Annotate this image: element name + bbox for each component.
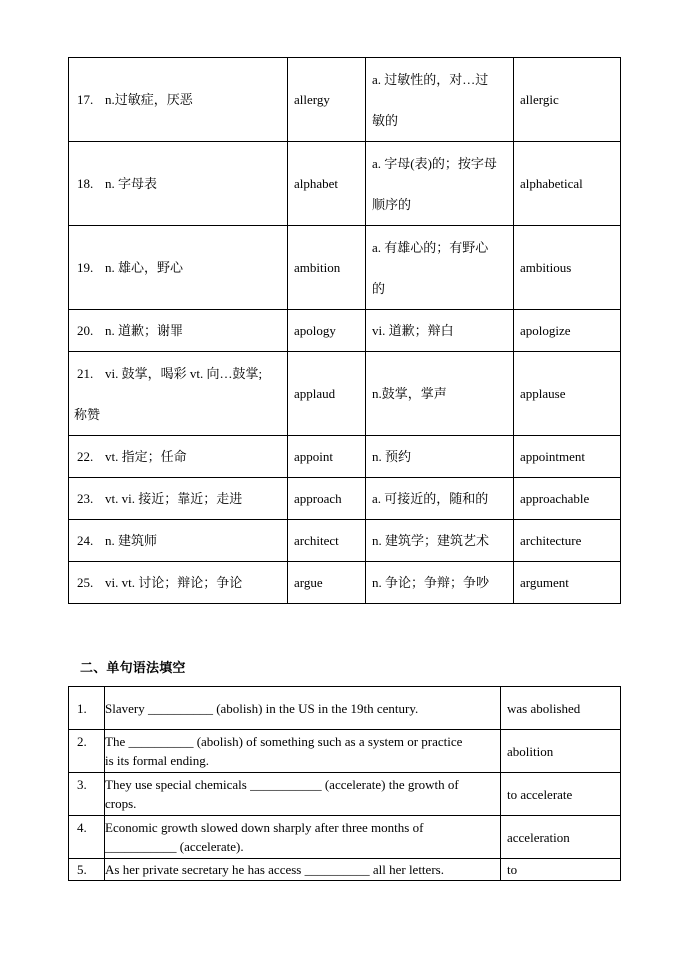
question-line: The __________ (abolish) of something such as a system or practice bbox=[105, 734, 463, 749]
derived-word-cell: argument bbox=[514, 562, 621, 604]
part-of-speech: n. bbox=[105, 175, 115, 191]
word-cell: applaud bbox=[288, 352, 366, 436]
table-row bbox=[69, 58, 621, 142]
part-of-speech: vt. bbox=[105, 448, 119, 464]
question-text bbox=[105, 730, 501, 773]
derived-meaning-cell bbox=[366, 58, 514, 142]
meaning-text: 过敏症，厌恶 bbox=[114, 91, 193, 107]
word-cell: argue bbox=[288, 562, 366, 604]
word-cell: architect bbox=[288, 520, 366, 562]
derived-meaning-cell: vi. 道歉；辩白 bbox=[366, 310, 514, 352]
question-line: is its formal ending. bbox=[105, 753, 209, 768]
derived-meaning-line: 敏的 bbox=[372, 112, 399, 128]
derived-meaning-cell: a. 可接近的，随和的 bbox=[366, 478, 514, 520]
meaning-cell bbox=[69, 352, 288, 436]
derived-meaning-line: a. 字母(表)的；按字母 bbox=[372, 155, 497, 171]
answer-cell: was abolished bbox=[501, 687, 621, 730]
derived-word-cell: approachable bbox=[514, 478, 621, 520]
answer-cell: acceleration bbox=[501, 816, 621, 859]
table-row bbox=[69, 859, 621, 881]
question-text bbox=[105, 816, 501, 859]
table-row bbox=[69, 773, 621, 816]
meaning-text: 鼓掌，喝彩 vt. 向…鼓掌; bbox=[121, 365, 263, 381]
table-row bbox=[69, 816, 621, 859]
question-number: 5. bbox=[69, 859, 105, 881]
question-line: ___________ (accelerate). bbox=[105, 839, 244, 854]
question-number: 2. bbox=[69, 730, 105, 773]
derived-meaning-cell bbox=[366, 226, 514, 310]
derived-meaning-cell: n. 预约 bbox=[366, 436, 514, 478]
question-text bbox=[105, 859, 501, 881]
table-row bbox=[69, 352, 621, 436]
part-of-speech: vi. vt. bbox=[105, 574, 135, 590]
derived-word-cell: ambitious bbox=[514, 226, 621, 310]
part-of-speech: vt. vi. bbox=[105, 490, 135, 506]
meaning-cell bbox=[69, 310, 288, 352]
table-row bbox=[69, 142, 621, 226]
meaning-cell bbox=[69, 562, 288, 604]
part-of-speech: n. bbox=[105, 259, 115, 275]
answer-cell: to accelerate bbox=[501, 773, 621, 816]
derived-word-cell: apologize bbox=[514, 310, 621, 352]
meaning-cell bbox=[69, 58, 288, 142]
item-number: 25. bbox=[77, 574, 94, 590]
part-of-speech: n. bbox=[105, 532, 115, 548]
word-cell: allergy bbox=[288, 58, 366, 142]
meaning-cell bbox=[69, 436, 288, 478]
question-text bbox=[105, 773, 501, 816]
derived-word-cell: allergic bbox=[514, 58, 621, 142]
part-of-speech: vi. bbox=[105, 365, 119, 381]
part-of-speech: n. bbox=[105, 91, 115, 107]
question-line: crops. bbox=[105, 796, 137, 811]
derived-meaning-cell bbox=[366, 142, 514, 226]
table-row bbox=[69, 687, 621, 730]
item-number: 18. bbox=[77, 175, 94, 191]
meaning-text: 讨论；辩论；争论 bbox=[138, 574, 243, 590]
word-cell: alphabet bbox=[288, 142, 366, 226]
item-number: 20. bbox=[77, 322, 94, 338]
question-line: Slavery __________ (abolish) in the US in the 19th century. bbox=[105, 700, 419, 716]
question-number: 1. bbox=[69, 687, 105, 730]
table-row bbox=[69, 478, 621, 520]
question-line: As her private secretary he has access __________ all her letters. bbox=[105, 862, 444, 877]
answer-cell: to bbox=[501, 859, 621, 881]
meaning-text-line2: 称赞 bbox=[74, 406, 101, 422]
question-text bbox=[105, 687, 501, 730]
question-number: 4. bbox=[69, 816, 105, 859]
part-of-speech: n. bbox=[105, 322, 115, 338]
meaning-text: 雄心，野心 bbox=[118, 259, 184, 275]
meaning-cell bbox=[69, 142, 288, 226]
meaning-text: 建筑师 bbox=[118, 532, 158, 548]
derived-meaning-cell: n. 争论；争辩；争吵 bbox=[366, 562, 514, 604]
meaning-text: 接近；靠近；走进 bbox=[138, 490, 243, 506]
item-number: 24. bbox=[77, 532, 94, 548]
question-line: They use special chemicals ___________ (accelerate) the growth of bbox=[105, 777, 459, 792]
table-row bbox=[69, 226, 621, 310]
answer-cell: abolition bbox=[501, 730, 621, 773]
derived-meaning-line: 的 bbox=[372, 280, 386, 296]
derived-meaning-cell: n.鼓掌，掌声 bbox=[366, 352, 514, 436]
item-number: 23. bbox=[77, 490, 94, 506]
grammar-fill-table bbox=[68, 686, 621, 881]
meaning-cell bbox=[69, 478, 288, 520]
item-number: 21. bbox=[77, 365, 94, 381]
question-line: Economic growth slowed down sharply after three months of bbox=[105, 820, 424, 835]
meaning-text: 道歉；谢罪 bbox=[118, 322, 184, 338]
question-number: 3. bbox=[69, 773, 105, 816]
meaning-cell bbox=[69, 226, 288, 310]
table-row bbox=[69, 730, 621, 773]
table-row bbox=[69, 436, 621, 478]
table-row bbox=[69, 562, 621, 604]
word-cell: appoint bbox=[288, 436, 366, 478]
word-cell: approach bbox=[288, 478, 366, 520]
word-cell: ambition bbox=[288, 226, 366, 310]
item-number: 22. bbox=[77, 448, 94, 464]
derived-word-cell: appointment bbox=[514, 436, 621, 478]
section-title: 二、单句语法填空 bbox=[80, 661, 186, 676]
table-row bbox=[69, 520, 621, 562]
vocabulary-table bbox=[68, 57, 621, 604]
derived-meaning-line: a. 过敏性的，对…过 bbox=[372, 71, 489, 87]
derived-meaning-cell: n. 建筑学；建筑艺术 bbox=[366, 520, 514, 562]
derived-meaning-line: 顺序的 bbox=[372, 196, 412, 212]
meaning-text: 指定；任命 bbox=[121, 448, 187, 464]
derived-meaning-line: a. 有雄心的；有野心 bbox=[372, 239, 489, 255]
meaning-text: 字母表 bbox=[118, 175, 158, 191]
meaning-cell bbox=[69, 520, 288, 562]
table-row bbox=[69, 310, 621, 352]
item-number: 19. bbox=[77, 259, 94, 275]
word-cell: apology bbox=[288, 310, 366, 352]
derived-word-cell: applause bbox=[514, 352, 621, 436]
item-number: 17. bbox=[77, 91, 94, 107]
derived-word-cell: architecture bbox=[514, 520, 621, 562]
derived-word-cell: alphabetical bbox=[514, 142, 621, 226]
